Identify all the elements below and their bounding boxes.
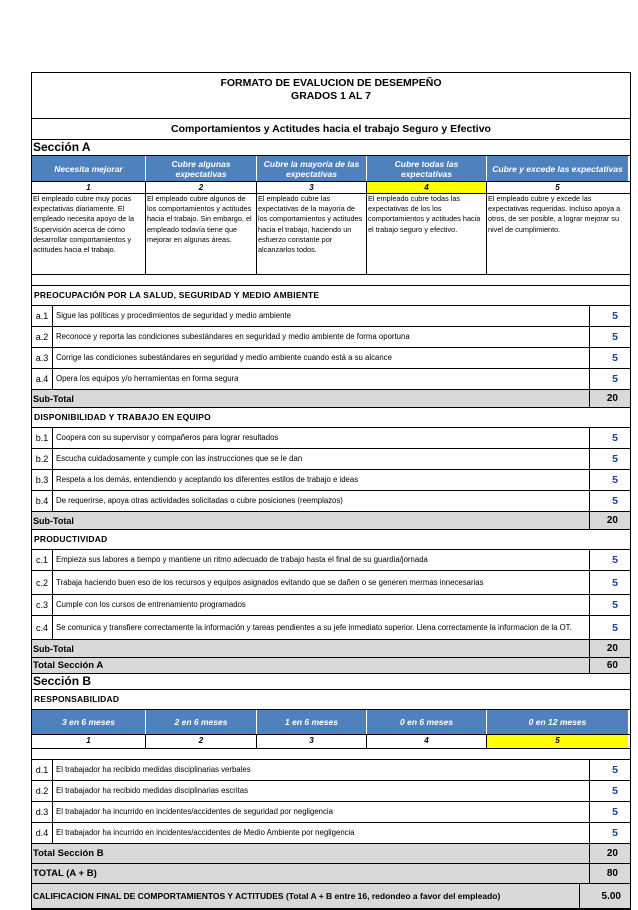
table-row [32,449,630,470]
scale-description: El empleado cubre y excede las expectativas requeridas. Incluso apoya a otros, de ser posible, a lograr mejorar su nivel de cumplimiento. [488,194,621,234]
grand-total-label: TOTAL (A + B) [32,864,590,883]
item-text: Reconoce y reporta las condiciones subestándares en seguridad y medio ambiente de forma oportuna [53,327,590,347]
item-code: d.2 [32,781,53,801]
subtotal-label: Sub-Total [32,390,590,407]
item-code: b.4 [32,491,53,511]
scale-number: 2 [146,182,257,193]
section-a-scale [32,156,630,181]
subtotal-row [32,390,630,408]
category-title: RESPONSABILIDAD [32,690,630,710]
subtotal-row [32,640,630,658]
scale-number: 1 [32,735,146,748]
table-row [32,802,630,823]
grand-total-row [32,864,630,884]
total-value: 60 [606,660,618,671]
scale-number: 1 [32,182,146,193]
item-code: b.1 [32,428,53,448]
item-score[interactable]: 5 [612,764,618,776]
scale-label: Cubre todas las expectativas [367,156,487,181]
item-score[interactable]: 5 [612,474,618,486]
table-row [32,781,630,802]
item-score[interactable]: 5 [612,310,618,322]
item-code: b.2 [32,449,53,469]
scale-label: 0 en 12 meses [487,710,628,734]
table-row [32,327,630,348]
form-subtitle: Comportamientos y Actitudes hacia el trabajo Seguro y Efectivo [32,118,630,140]
table-row [32,470,630,491]
section-a-total-row [32,658,630,674]
item-score[interactable]: 5 [612,554,618,566]
item-code: a.4 [32,369,53,389]
item-text: El trabajador ha incurrido en incidentes/accidentes de Medio Ambiente por negligencia [53,823,590,843]
category-title: PREOCUPACIÓN POR LA SALUD, SEGURIDAD Y MEDIO AMBIENTE [32,286,630,306]
table-row [32,491,630,512]
title-line-2: GRADOS 1 AL 7 [291,90,371,102]
section-b-scale-numbers [32,734,630,749]
item-code: c.3 [32,595,53,615]
table-row [32,571,630,595]
item-text: Trabaja haciendo buen eso de los recursos y equipos asignados evitando que se dañen o se generen mermas innecesarias [53,571,590,594]
final-score-row [32,884,630,909]
total-value: 20 [606,848,618,859]
table-row [32,348,630,369]
evaluation-form [31,72,631,910]
item-text: Se comunica y transfiere correctamente la información y tareas pendientes a su jefe inmediato superior. Llena correctamente la informacion de la OT. [53,616,590,639]
item-code: a.1 [32,306,53,326]
category-title: PRODUCTIVIDAD [32,530,630,550]
item-code: c.1 [32,550,53,570]
item-text: Sigue las políticas y procedimientos de seguridad y medio ambiente [53,306,590,326]
section-a-descriptions [32,194,630,275]
grand-total-value: 80 [606,868,618,879]
item-code: d.3 [32,802,53,822]
item-code: c.4 [32,616,53,639]
total-label: Total Sección B [32,844,590,863]
scale-description: El empleado cubre todas las expectativas de los los comportamientos y actitudes hacia el trabajo seguro y efectivo. [367,194,487,274]
scale-number-selected: 5 [487,735,628,748]
item-score[interactable]: 5 [612,827,618,839]
scale-number: 4 [367,735,487,748]
item-score[interactable]: 5 [612,373,618,385]
section-b-label: Sección B [32,674,630,690]
scale-label: Necesita mejorar [32,156,146,181]
final-score-label: CALIFICACION FINAL DE COMPORTAMIENTOS Y ACTITUDES (Total A + B entre 16, redondeo a favor del empleado) [32,884,580,908]
subtotal-value: 20 [606,643,618,654]
scale-description: El empleado cubre las expectativas de la mayoría de los comportamientos y actitudes hacia el trabajo, haciendo un esfuerzo constante por alcanzarlos todos. [257,194,367,274]
item-score[interactable]: 5 [612,806,618,818]
table-row [32,369,630,390]
scale-label: Cubre algunas expectativas [146,156,257,181]
item-score[interactable]: 5 [612,331,618,343]
item-text: El trabajador ha recibido medidas disciplinarias escritas [53,781,590,801]
scale-number: 5 [555,183,560,192]
item-code: a.3 [32,348,53,368]
item-text: Cumple con los cursos de entrenamiento programados [53,595,590,615]
scale-number: 3 [257,182,367,193]
table-row [32,428,630,449]
section-a-label: Sección A [32,140,630,156]
scale-number-selected: 4 [367,182,487,193]
title-line-1: FORMATO DE EVALUCION DE DESEMPEÑO [220,77,442,89]
item-code: a.2 [32,327,53,347]
item-score[interactable]: 5 [612,576,618,589]
scale-description: El empleado cubre muy pocas expectativas diariamente. El empleado necesita apoyo de la Supervisión acerca de cómo desarrollar comportamientos y actitudes hacia el trabajo. [32,194,146,274]
scale-description: El empleado cubre algunos de los comportamientos y actitudes hacia el trabajo. Sin embargo, el empleado todavía tiene que mejorar en algunas áreas. [146,194,257,274]
subtotal-row [32,512,630,530]
item-code: d.1 [32,760,53,780]
item-text: Escucha cuidadosamente y cumple con las instrucciones que se le dan [53,449,590,469]
scale-label: 2 en 6 meses [146,710,257,734]
scale-number: 3 [257,735,367,748]
scale-label: 1 en 6 meses [257,710,367,734]
item-text: El trabajador ha recibido medidas disciplinarias verbales [53,760,590,780]
category-title: DISPONIBILIDAD Y TRABAJO EN EQUIPO [32,408,630,428]
subtotal-label: Sub-Total [32,640,590,657]
table-row [32,306,630,327]
scale-label: Cubre y excede las expectativas [487,156,628,181]
item-text: Opera los equipos y/o herramientas en forma segura [53,369,590,389]
scale-label: 0 en 6 meses [367,710,487,734]
item-code: d.4 [32,823,53,843]
final-score-value: 5.00 [601,890,621,902]
subtotal-label: Sub-Total [32,512,590,529]
spacer-row [32,275,630,286]
item-text: Respeta a los demás, entendiendo y aceptando los diferentes estilos de trabajo e ideas [53,470,590,490]
table-row [32,616,630,640]
spacer-row [32,749,630,760]
item-code: b.3 [32,470,53,490]
item-score[interactable]: 5 [612,495,618,507]
total-label: Total Sección A [32,658,590,673]
scale-label: 3 en 6 meses [32,710,146,734]
item-text: De requerirse, apoya otras actividades solicitadas o cubre posiciones (reemplazos) [53,491,590,511]
table-row [32,595,630,616]
item-score[interactable]: 5 [612,785,618,797]
section-b-total-row [32,844,630,864]
item-score[interactable]: 5 [612,621,618,634]
item-score[interactable]: 5 [612,352,618,364]
section-b-scale [32,710,630,734]
table-row [32,760,630,781]
item-score[interactable]: 5 [612,453,618,465]
subtotal-value: 20 [606,515,618,526]
table-row [32,823,630,844]
table-row [32,550,630,571]
item-text: Coopera con su supervisor y compañeros para lograr resultados [53,428,590,448]
form-title [32,72,630,118]
item-text: Corrige las condiciones subestándares en seguridad y medio ambiente cuando está a su alcance [53,348,590,368]
item-code: c.2 [32,571,53,594]
subtotal-value: 20 [606,393,618,404]
item-score[interactable]: 5 [612,599,618,611]
scale-number: 2 [146,735,257,748]
item-score[interactable]: 5 [612,432,618,444]
section-a-scale-numbers [32,181,630,194]
item-text: Empieza sus labores a tiempo y mantiene un ritmo adecuado de trabajo hasta el final de su guardia/jornada [53,550,590,570]
item-text: El trabajador ha incurrido en incidentes/accidentes de seguridad por negligencia [53,802,590,822]
scale-label: Cubre la mayoría de las expectativas [257,156,367,181]
